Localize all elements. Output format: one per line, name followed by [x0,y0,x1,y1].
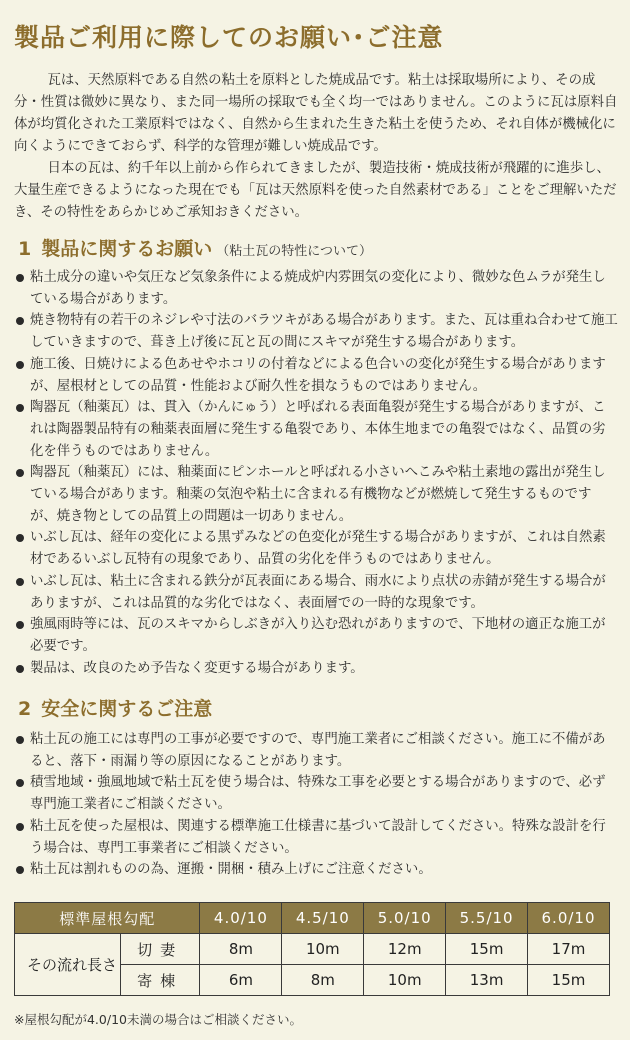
list-item: 強風雨時等には、瓦のスキマからしぶきが入り込む恐れがありますので、下地材の適正な施工が必要です。 [14,614,618,657]
section-1-heading [18,234,372,261]
list-item: いぶし瓦は、粘土に含まれる鉄分が瓦表面にある場合、雨水により点状の赤錆が発生する場合がありますが、これは品質的な劣化ではなく、表面層での一時的な現象です。 [14,571,618,614]
list-item: 粘土成分の違いや気圧など気象条件による焼成炉内雰囲気の変化により、微妙な色ムラが発生している場合があります。 [14,267,618,310]
table-header-label: 標準屋根勾配 [15,903,200,934]
table-header-row [15,903,610,934]
intro-paragraph: 日本の瓦は、約千年以上前から作られてきましたが、製造技術・焼成技術が飛躍的に進歩し、大量生産できるようになった現在でも「瓦は天然原料を使った自然素材である」ことをご理解いただき、その特性をあらかじめご承知おきください。 [14,161,617,220]
table-cell: 17m [528,934,610,965]
list-item: いぶし瓦は、経年の変化による黒ずみなどの色変化が発生する場合がありますが、これは自然素材であるいぶし瓦特有の現象であり、品質の劣化を伴うものではありません。 [14,527,618,570]
section-title: 安全に関するご注意 [41,698,213,720]
page-title: 製品ご利用に際してのお願い･ご注意 [14,23,444,52]
list-item: 積雪地域・強風地域で粘土瓦を使う場合は、特殊な工事を必要とする場合がありますので、必ず専門施工業者にご相談ください。 [14,772,618,815]
row-group-label: その流れ長さ [15,934,121,996]
section-number: 1 [18,238,32,260]
roof-pitch-table [14,902,610,996]
table-column-header: 5.0/10 [364,903,446,934]
table-column-header: 4.5/10 [282,903,364,934]
list-item: 焼き物特有の若干のネジレや寸法のバラツキがある場合があります。また、瓦は重ね合わせて施工していきますので、葺き上げ後に瓦と瓦の間にスキマが発生する場合があります。 [14,310,618,353]
table-cell: 10m [364,965,446,996]
row-label: 切妻 [120,934,200,965]
list-item: 製品は、改良のため予告なく変更する場合があります。 [14,658,618,680]
list-item: 陶器瓦（釉薬瓦）は、貫入（かんにゅう）と呼ばれる表面亀裂が発生する場合がありますが、これは陶器製品特有の釉薬表面層に発生する亀裂であり、本体生地までの亀裂ではなく、品質の劣化を伴うものではありません。 [14,397,618,462]
list-item: 施工後、日焼けによる色あせやホコリの付着などによる色合いの変化が発生する場合がありますが、屋根材としての品質・性能および耐久性を損なうものではありません。 [14,354,618,397]
table-row [15,934,610,965]
table-cell: 8m [200,934,282,965]
list-item: 粘土瓦を使った屋根は、関連する標準施工仕様書に基づいて設計してください。特殊な設計を行う場合は、専門工事業者にご相談ください。 [14,816,618,859]
table-column-header: 6.0/10 [528,903,610,934]
row-label: 寄棟 [120,965,200,996]
table-cell: 15m [528,965,610,996]
list-item: 陶器瓦（釉薬瓦）には、釉薬面にピンホールと呼ばれる小さいへこみや粘土素地の露出が発生している場合があります。釉薬の気泡や粘土に含まれる有機物などが燃焼して発生するものですが、焼き物としての品質上の問題は一切ありません。 [14,462,618,527]
section-title: 製品に関するお願い [41,238,213,260]
table-cell: 8m [282,965,364,996]
section-2-heading [18,694,212,721]
list-item: 粘土瓦の施工には専門の工事が必要ですので、専門施工業者にご相談ください。施工に不備があると、落下・雨漏り等の原因になることがあります。 [14,729,618,772]
footnote: ※屋根勾配が4.0/10未満の場合はご相談ください。 [14,1012,302,1027]
table-cell: 13m [446,965,528,996]
table-column-header: 4.0/10 [200,903,282,934]
table-column-header: 5.5/10 [446,903,528,934]
product-notes-list [14,267,618,679]
section-number: 2 [18,698,32,720]
table-cell: 6m [200,965,282,996]
safety-notes-list [14,729,618,881]
section-subtitle: （粘土瓦の特性について） [216,244,372,259]
table-cell: 15m [446,934,528,965]
intro-paragraph: 瓦は、天然原料である自然の粘土を原料とした焼成品です。粘土は採取場所により、その成分・性質は微妙に異なり、また同一場所の採取でも全く均一ではありません。このように瓦は原料自体が均質化された工業原料ではなく、自然から生まれた生きた粘土を使うため、それ自体が機械化に向くようにできておらず、科学的な管理が難しい焼成品です。 [14,73,618,154]
list-item: 粘土瓦は割れものの為、運搬・開梱・積み上げにご注意ください。 [14,859,618,881]
table-cell: 12m [364,934,446,965]
table-cell: 10m [282,934,364,965]
intro-text [14,70,618,224]
